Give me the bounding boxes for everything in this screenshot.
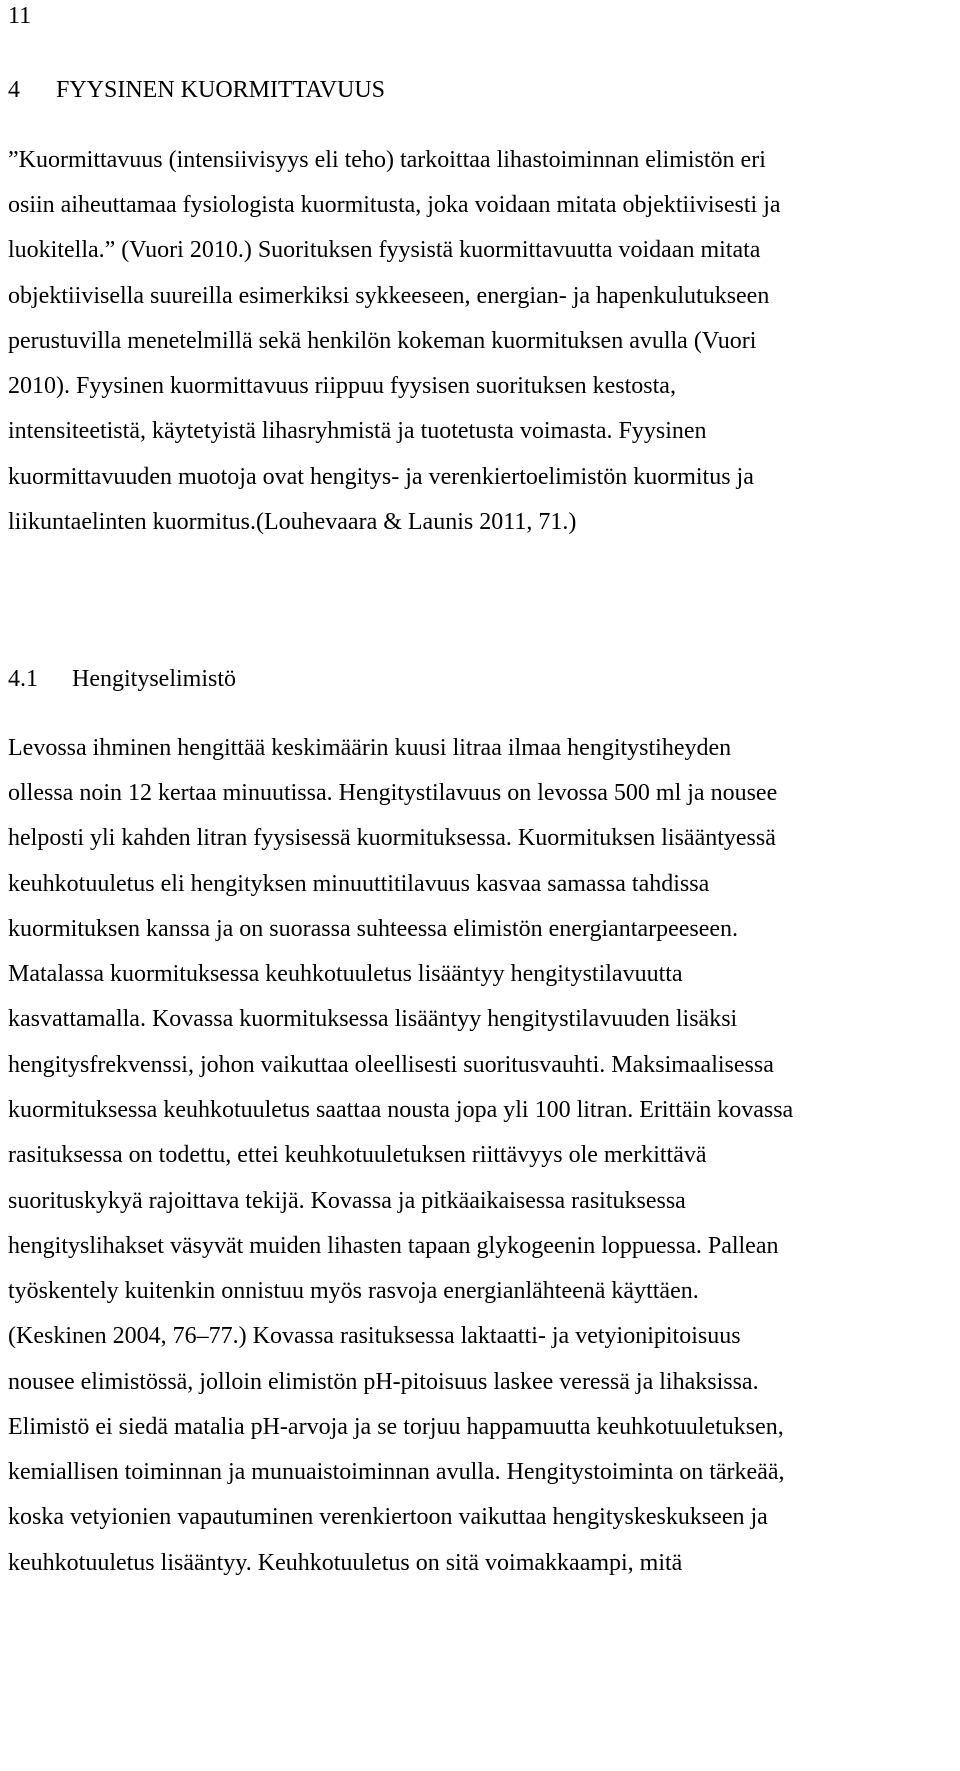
paragraph-line: 2010). Fyysinen kuormittavuus riippuu fyysisen suorituksen kestosta,: [8, 373, 676, 399]
paragraph-line: kasvattamalla. Kovassa kuormituksessa lisääntyy hengitystilavuuden lisäksi: [8, 1006, 738, 1032]
paragraph-line: rasituksessa on todettu, ettei keuhkotuuletuksen riittävyys ole merkittävä: [8, 1142, 707, 1168]
paragraph-line: liikuntaelinten kuormitus.(Louhevaara & Launis 2011, 71.): [8, 509, 577, 535]
paragraph-line: työskentely kuitenkin onnistuu myös rasvoja energianlähteenä käyttäen.: [8, 1278, 699, 1304]
section-heading: [8, 75, 385, 105]
paragraph-line: helposti yli kahden litran fyysisessä kuormituksessa. Kuormituksen lisääntyessä: [8, 825, 776, 851]
paragraph-line: kuormituksen kanssa ja on suorassa suhteessa elimistön energiantarpeeseen.: [8, 916, 739, 942]
paragraph-line: keuhkotuuletus eli hengityksen minuuttitilavuus kasvaa samassa tahdissa: [8, 871, 710, 897]
subsection-title: Hengityselimistö: [72, 666, 236, 692]
paragraph-line: (Keskinen 2004, 76–77.) Kovassa rasituksessa laktaatti- ja vetyionipitoisuus: [8, 1323, 741, 1349]
paragraph-line: Elimistö ei siedä matalia pH-arvoja ja se torjuu happamuutta keuhkotuuletuksen,: [8, 1414, 784, 1440]
paragraph-line: Levossa ihminen hengittää keskimäärin kuusi litraa ilmaa hengitystiheyden: [8, 735, 732, 761]
paragraph-line: ollessa noin 12 kertaa minuutissa. Hengitystilavuus on levossa 500 ml ja nousee: [8, 780, 778, 806]
paragraph-line: kemiallisen toiminnan ja munuaistoiminnan avulla. Hengitystoiminta on tärkeää,: [8, 1459, 785, 1485]
paragraph-line: intensiteetistä, käytetyistä lihasryhmistä ja tuotetusta voimasta. Fyysinen: [8, 418, 707, 444]
paragraph-line: nousee elimistössä, jolloin elimistön pH-pitoisuus laskee veressä ja lihaksissa.: [8, 1369, 759, 1395]
paragraph-line: ”Kuormittavuus (intensiivisyys eli teho) tarkoittaa lihastoiminnan elimistön eri: [8, 147, 766, 173]
section-title: FYYSINEN KUORMITTAVUUS: [56, 77, 385, 103]
paragraph-line: hengitysfrekvenssi, johon vaikuttaa oleellisesti suoritusvauhti. Maksimaalisessa: [8, 1052, 774, 1078]
paragraph-line: koska vetyionien vapautuminen verenkiertoon vaikuttaa hengityskeskukseen ja: [8, 1504, 768, 1530]
subsection-heading: [8, 664, 236, 694]
paragraph-line: suorituskykyä rajoittava tekijä. Kovassa ja pitkäaikaisessa rasituksessa: [8, 1188, 686, 1214]
paragraph-line: perustuvilla menetelmillä sekä henkilön kokeman kuormituksen avulla (Vuori: [8, 328, 757, 354]
section-number: 4: [8, 77, 20, 103]
paragraph-line: Matalassa kuormituksessa keuhkotuuletus lisääntyy hengitystilavuutta: [8, 961, 683, 987]
paragraph-line: objektiivisella suureilla esimerkiksi sykkeeseen, energian- ja hapenkulutukseen: [8, 283, 770, 309]
paragraph-line: keuhkotuuletus lisääntyy. Keuhkotuuletus on sitä voimakkaampi, mitä: [8, 1550, 683, 1576]
page-number: 11: [8, 3, 32, 29]
paragraph-line: kuormittavuuden muotoja ovat hengitys- ja verenkiertoelimistön kuormitus ja: [8, 464, 754, 490]
paragraph-line: osiin aiheuttamaa fysiologista kuormitusta, joka voidaan mitata objektiivisesti ja: [8, 192, 781, 218]
paragraph-line: hengityslihakset väsyvät muiden lihasten tapaan glykogeenin loppuessa. Pallean: [8, 1233, 779, 1259]
subsection-number: 4.1: [8, 666, 38, 692]
paragraph-line: luokitella.” (Vuori 2010.) Suorituksen fyysistä kuormittavuutta voidaan mitata: [8, 237, 761, 263]
paragraph-line: kuormituksessa keuhkotuuletus saattaa nousta jopa yli 100 litran. Erittäin kovassa: [8, 1097, 794, 1123]
